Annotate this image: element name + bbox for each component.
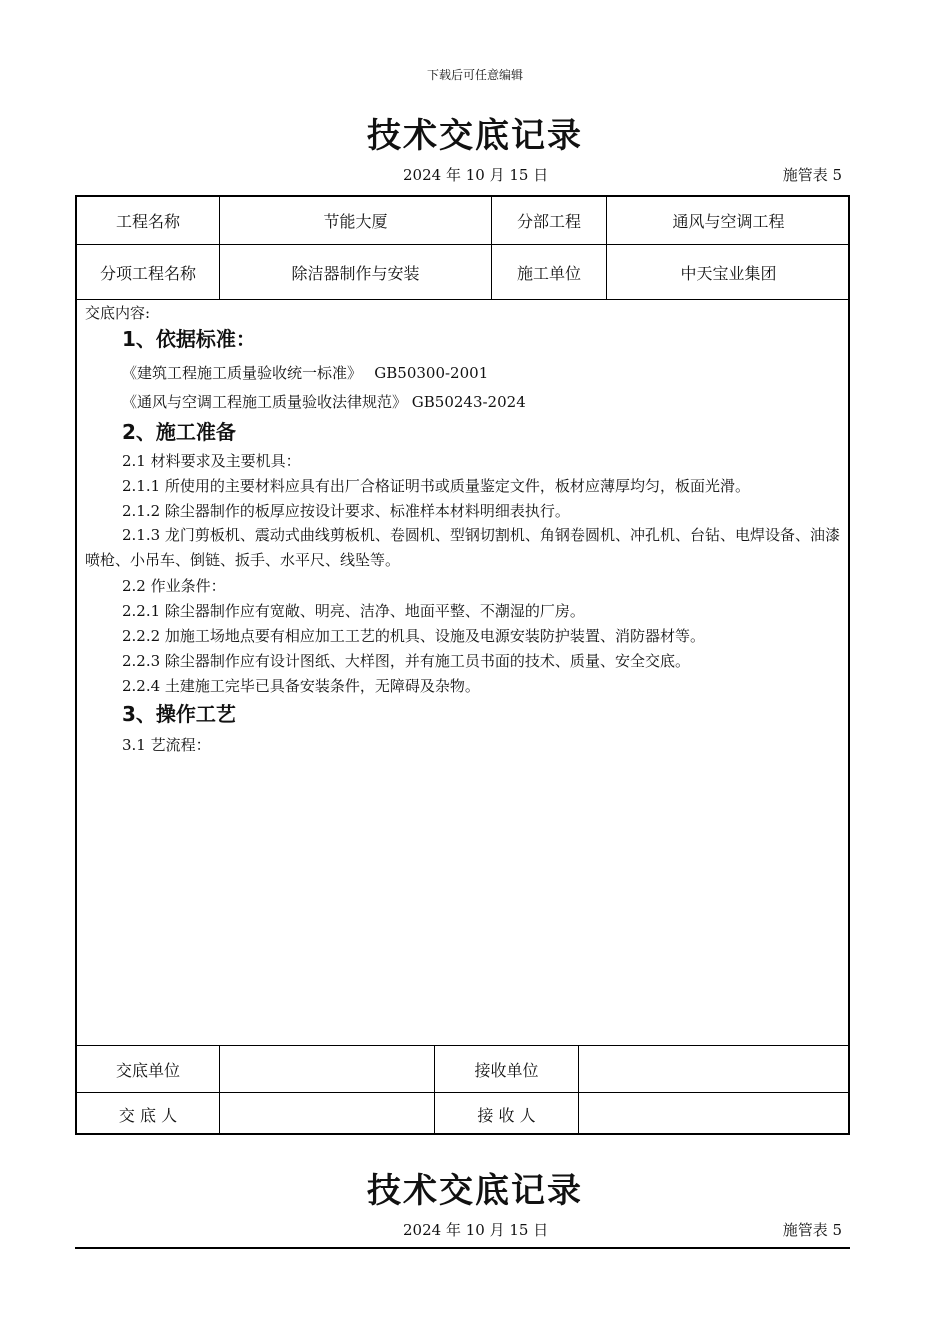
briefing-content: [85, 301, 840, 1041]
receiver-unit-field[interactable]: [579, 1046, 850, 1092]
form-number: 施管表 5: [782, 166, 842, 184]
receiver-label: 接 收 人: [477, 1105, 536, 1125]
subitem-value: 除洁器制作与安装: [291, 263, 420, 283]
form-number-next: 施管表 5: [782, 1221, 842, 1239]
project-name-label: 工程名称: [115, 212, 180, 231]
paragraph: 2.2 作业条件：: [122, 577, 226, 595]
divider: [77, 299, 848, 300]
paragraph: 2.1.1 所使用的主要材料应具有出厂合格证明书或质量鉴定文件，板材应薄厚均匀，板面光滑。: [122, 477, 750, 495]
document-title: 技术交底记录: [367, 116, 583, 156]
header-note: 下载后可任意编辑: [426, 68, 523, 82]
paragraph: 2.2.4 土建施工完毕已具备安装条件，无障碍及杂物。: [122, 677, 480, 695]
project-name-value: 节能大厦: [323, 212, 388, 231]
document-title-next: 技术交底记录: [367, 1171, 583, 1211]
section-3-heading: 3、操作工艺: [122, 702, 236, 726]
record-date: 2024 年 10 月 15 日: [403, 166, 549, 184]
section-2-heading: 2、施工准备: [122, 420, 236, 444]
issuer-unit-field[interactable]: [220, 1046, 434, 1092]
record-date-next: 2024 年 10 月 15 日: [403, 1221, 549, 1239]
division-value: 通风与空调工程: [672, 212, 785, 231]
issuer-unit-label: 交底单位: [115, 1060, 180, 1080]
paragraph: 2.2.3 除尘器制作应有设计图纸、大样图，并有施工员书面的技术、质量、安全交底。: [122, 652, 690, 670]
issuer-field[interactable]: [220, 1093, 434, 1135]
paragraph: 2.1.3 龙门剪板机、震动式曲线剪板机、卷圆机、型钢切割机、角钢卷圆机、冲孔机、台钻、电焊设备、油漆喷枪、小吊车、倒链、扳手、水平尺、线坠等。: [85, 526, 840, 569]
record-form: [75, 195, 850, 1135]
subitem-label: 分项工程名称: [99, 263, 196, 283]
paragraph: 3.1 艺流程：: [122, 736, 211, 754]
paragraph: 2.1 材料要求及主要机具：: [122, 452, 301, 470]
standard-item: 《通风与空调工程施工质量验收法律规范》 GB50243-2024: [122, 393, 526, 411]
content-label: 交底内容:: [85, 304, 151, 322]
paragraph: 2.2.1 除尘器制作应有宽敞、明亮、洁净、地面平整、不潮湿的厂房。: [122, 602, 585, 620]
paragraph: 2.2.2 加施工场地点要有相应加工工艺的机具、设施及电源安装防护装置、消防器材等。: [122, 627, 705, 645]
standard-item: 《建筑工程施工质量验收统一标准》 GB50300-2001: [122, 364, 489, 382]
contractor-value: 中天宝业集团: [680, 263, 777, 283]
table-top-border-next: [75, 1247, 850, 1249]
division-label: 分部工程: [516, 212, 581, 231]
receiver-field[interactable]: [579, 1093, 850, 1135]
paragraph: 2.1.2 除尘器制作的板厚应按设计要求、标准样本材料明细表执行。: [122, 502, 570, 520]
contractor-label: 施工单位: [516, 263, 581, 283]
issuer-label: 交 底 人: [118, 1105, 178, 1125]
section-1-heading: 1、依据标准：: [122, 327, 256, 351]
receiver-unit-label: 接收单位: [474, 1060, 539, 1080]
